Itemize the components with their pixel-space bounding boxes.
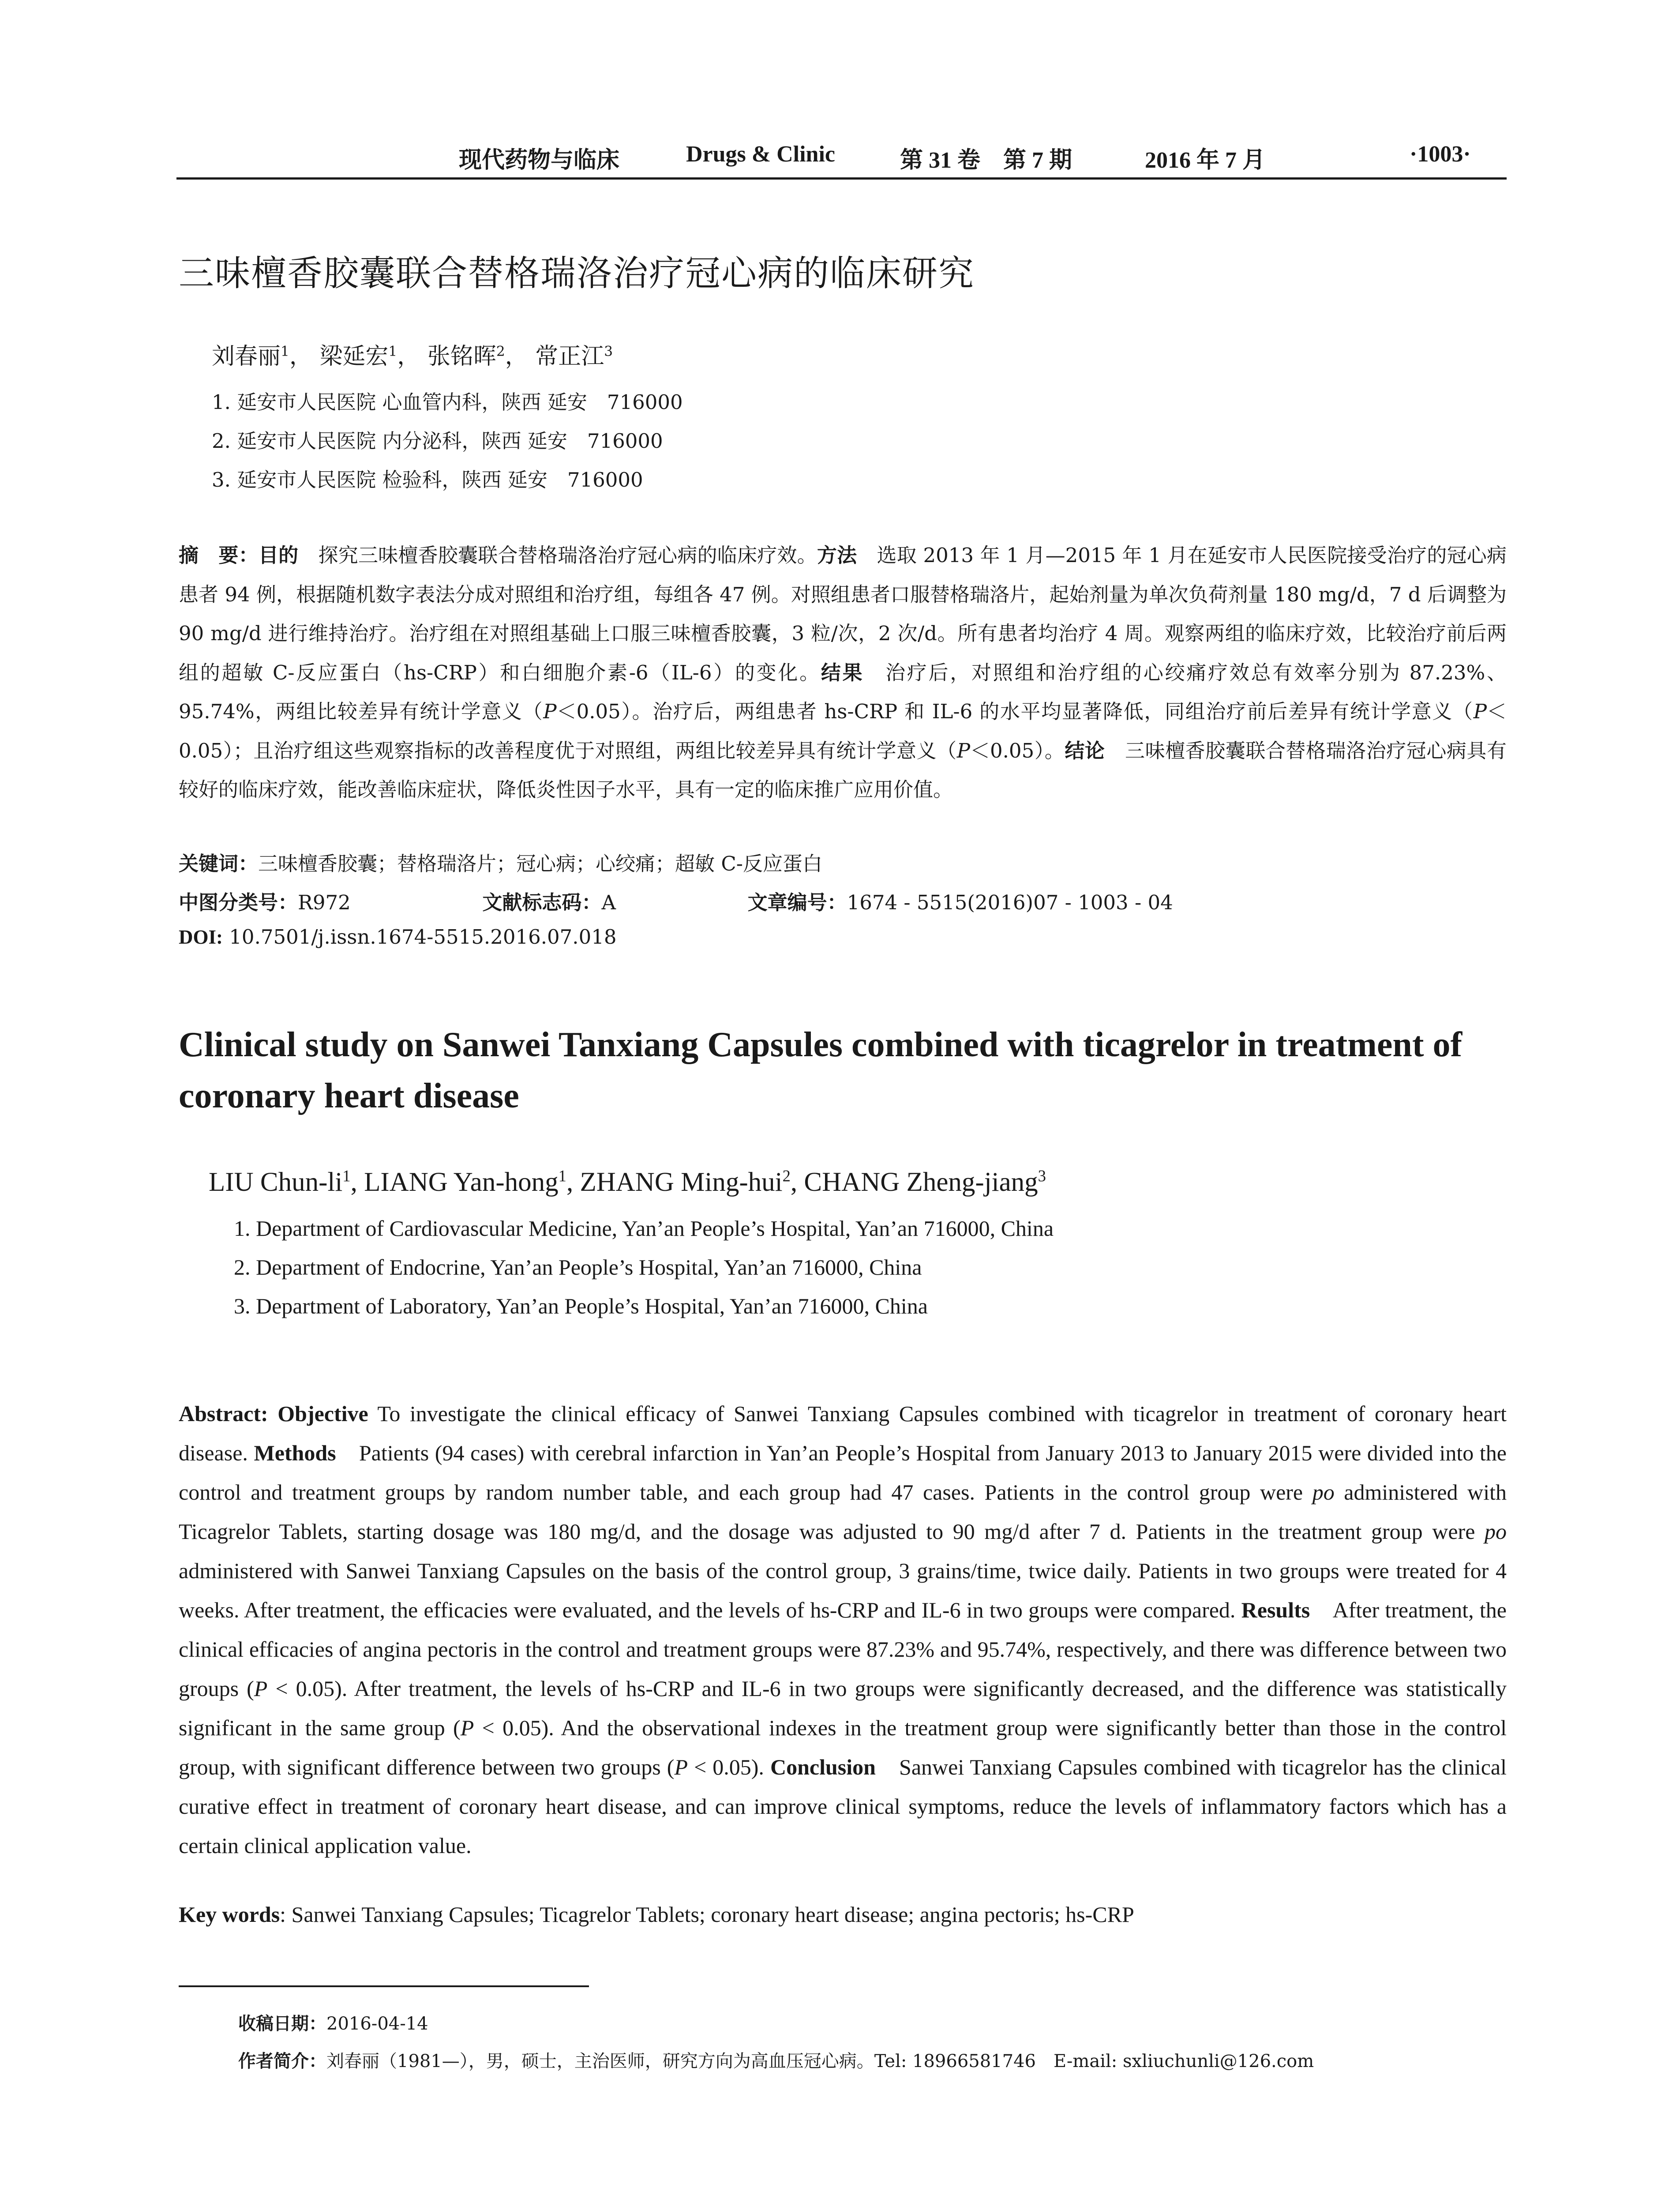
author-separator: , [790, 1167, 804, 1197]
methods-label: Methods [254, 1441, 336, 1465]
keywords-label: 关键词： [179, 852, 259, 875]
conclusion-label: Conclusion [770, 1755, 876, 1779]
doi-value: 10.7501/j.issn.1674-5515.2016.07.018 [223, 925, 617, 949]
chinese-abstract [179, 536, 1507, 810]
abstract-label: Abstract: [179, 1401, 268, 1426]
results-text: ＜0.05）。治疗后，两组患者 hs-CRP 和 IL-6 的水平均显著降低，同组治疗前后差异有统计学意义（ [556, 700, 1474, 723]
po-abbreviation: po [1312, 1480, 1335, 1504]
p-value-symbol: P [460, 1715, 474, 1740]
author-affiliation-mark: 3 [604, 343, 613, 360]
issue-date: 2016 年 7 月 [1145, 148, 1266, 173]
p-value-symbol: P [254, 1676, 268, 1701]
keywords-label: Key words [179, 1902, 280, 1927]
author-affiliation-mark: 1 [388, 343, 398, 360]
abstract-label: 摘 要： [179, 544, 259, 567]
author-separator: , [566, 1167, 580, 1197]
results-text: ＜0.05）。 [970, 739, 1065, 762]
results-text: < 0.05). After treatment, the levels of hs-CRP and IL-6 in two groups were significantly decreased, and the difference was statistically significant in the same group ( [179, 1676, 1507, 1740]
results-label: Results [1241, 1598, 1310, 1622]
chinese-title: 三味檀香胶囊联合替格瑞洛治疗冠心病的临床研究 [179, 253, 975, 294]
author-name: 张铭晖 [427, 343, 496, 370]
article-number-value: 1674 - 5515(2016)07 - 1003 - 04 [847, 891, 1173, 914]
po-abbreviation: po [1485, 1519, 1507, 1544]
author-name: LIU Chun-li [209, 1167, 343, 1197]
article-number-label: 文章编号： [747, 891, 847, 914]
results-text: < 0.05). And the observational indexes in the treatment group were significantly better than those in the control group, with significant difference between two groups ( [179, 1715, 1507, 1779]
chinese-keywords [179, 848, 822, 876]
english-keywords [179, 1902, 1507, 1927]
doi-line [179, 925, 617, 949]
methods-label: 方法 [817, 544, 857, 567]
conclusion-text: Sanwei Tanxiang Capsules combined with ticagrelor has the clinical curative effect in treatment of coronary heart disease, and can improve clinical symptoms, reduce the levels of inflammatory factors which has a certain clinical application value. [179, 1755, 1507, 1858]
p-value-symbol: P [674, 1755, 688, 1779]
doi-label: DOI: [179, 926, 223, 948]
english-authors [209, 1167, 1046, 1198]
author-affiliation-mark: 2 [782, 1167, 791, 1185]
journal-name-cn: 现代药物与临床 [459, 148, 620, 173]
author-bio-text: 刘春丽（1981—），男，硕士，主治医师，研究方向为高血压冠心病。Tel: 18966581746 E-mail: sxliuchunli@126.com [326, 2051, 1314, 2071]
author-affiliation-mark: 3 [1038, 1167, 1046, 1185]
methods-text: administered with Sanwei Tanxiang Capsules on the basis of the control group, 3 grains/time, twice daily. Patients in two groups were treated for 4 weeks. After treatment, the efficacies were evaluated, and the levels of hs-CRP and IL-6 in two groups were compared. [179, 1558, 1507, 1622]
clc-value: R972 [298, 891, 351, 914]
author-name: ZHANG Ming-hui [580, 1167, 783, 1197]
keywords-text: 三味檀香胶囊；替格瑞洛片；冠心病；心绞痛；超敏 C-反应蛋白 [258, 852, 822, 875]
page-number: ·1003· [1410, 142, 1471, 167]
keywords-text: : Sanwei Tanxiang Capsules; Ticagrelor Tablets; coronary heart disease; angina pectoris; hs-CRP [280, 1902, 1134, 1927]
objective-label: Objective [278, 1401, 368, 1426]
author-bio-note [238, 2047, 1314, 2072]
author-affiliation-mark: 1 [558, 1167, 566, 1185]
author-name: 常正江 [535, 343, 604, 370]
chinese-affiliation-2: 2. 延安市人民医院 内分泌科，陕西 延安 716000 [212, 429, 663, 453]
clc-label: 中图分类号： [179, 891, 298, 914]
author-affiliation-mark: 1 [342, 1167, 351, 1185]
conclusion-label: 结论 [1065, 739, 1105, 762]
received-value: 2016-04-14 [326, 2014, 428, 2034]
methods-text: 选取 2013 年 1 月—2015 年 1 月在延安市人民医院接受治疗的冠心病患者 94 例，根据随机数字表法分成对照组和治疗组，每组各 47 例。对照组患者口服替格瑞洛片，起始剂量为单次负荷剂量 180 mg/d，7 d 后调整为 90 mg/d 进行维持治疗。治疗组在对照组基础上口服三味檀香胶囊，3 粒/次，2 次/d。所有患者均治疗 4 周。观察两组的临床疗效，比较治疗前后两组的超敏 C-反应蛋白（hs-CRP）和白细胞介素-6（IL-6）的变化。 [179, 544, 1507, 684]
p-value-symbol: P [956, 739, 970, 762]
objective-label: 目的 [258, 544, 299, 567]
author-separator: ， [397, 343, 420, 370]
p-value-symbol: P [1473, 700, 1487, 723]
results-text: ＜0.05）；且治疗组这些观察指标的改善程度优于对照组，两组比较差异具有统计学意义（ [179, 700, 1507, 762]
results-label: 结果 [821, 660, 864, 684]
doc-code-label: 文献标志码： [482, 891, 602, 914]
chinese-authors [212, 338, 613, 371]
chinese-affiliation-1: 1. 延安市人民医院 心血管内科，陕西 延安 716000 [212, 390, 683, 414]
english-abstract [179, 1394, 1507, 1865]
author-name: 梁延宏 [319, 343, 389, 370]
author-bio-label: 作者简介： [238, 2051, 326, 2071]
author-affiliation-mark: 2 [496, 343, 505, 360]
volume-issue: 第 31 卷 第 7 期 [900, 148, 1072, 173]
english-affiliation-2: 2. Department of Endocrine, Yan’an People’s Hospital, Yan’an 716000, China [234, 1255, 922, 1279]
header-rule [176, 177, 1507, 180]
objective-text: 探究三味檀香胶囊联合替格瑞洛治疗冠心病的临床疗效。 [298, 544, 817, 567]
author-separator: ， [289, 343, 312, 370]
english-affiliation-3: 3. Department of Laboratory, Yan’an People’s Hospital, Yan’an 716000, China [234, 1294, 928, 1318]
author-name: LIANG Yan-hong [364, 1167, 559, 1197]
author-name: CHANG Zheng-jiang [804, 1167, 1038, 1197]
author-name: 刘春丽 [212, 343, 281, 370]
results-text: < 0.05). [687, 1755, 770, 1779]
footnote-rule [179, 1985, 589, 1987]
author-separator: ， [505, 343, 528, 370]
english-title: Clinical study on Sanwei Tanxiang Capsules combined with ticagrelor in treatment of coronary heart disease [179, 1025, 1462, 1115]
results-text: After treatment, the clinical efficacies of angina pectoris in the control and treatment groups were 87.23% and 95.74%, respectively, and there was difference between two groups ( [179, 1598, 1507, 1701]
results-text: 治疗后，对照组和治疗组的心绞痛疗效总有效率分别为 87.23%、95.74%，两组比较差异有统计学意义（ [179, 660, 1507, 723]
doc-code-value: A [601, 891, 616, 914]
p-value-symbol: P [543, 700, 557, 723]
methods-text: Patients (94 cases) with cerebral infarction in Yan’an People’s Hospital from January 2013 to January 2015 were divided into the control and treatment groups by random number table, and each group had 47 cases. Patients in the control group were [179, 1441, 1507, 1504]
objective-text: To investigate the clinical efficacy of Sanwei Tanxiang Capsules combined with ticagrelor in treatment of coronary heart disease. [179, 1401, 1507, 1465]
received-date-note [238, 2010, 428, 2035]
received-label: 收稿日期： [238, 2014, 326, 2034]
journal-name-en: Drugs & Clinic [686, 142, 835, 167]
methods-text: administered with Ticagrelor Tablets, starting dosage was 180 mg/d, and the dosage was adjusted to 90 mg/d after 7 d. Patients in the treatment group were [179, 1480, 1507, 1544]
english-affiliation-1: 1. Department of Cardiovascular Medicine, Yan’an People’s Hospital, Yan’an 716000, China [234, 1216, 1054, 1241]
classification-line [179, 886, 1173, 915]
author-separator: , [350, 1167, 364, 1197]
chinese-affiliation-3: 3. 延安市人民医院 检验科，陕西 延安 716000 [212, 468, 643, 491]
conclusion-text: 三味檀香胶囊联合替格瑞洛治疗冠心病具有较好的临床疗效，能改善临床症状，降低炎性因子水平，具有一定的临床推广应用价值。 [179, 739, 1507, 801]
running-head [176, 141, 1507, 181]
author-affiliation-mark: 1 [281, 343, 289, 360]
